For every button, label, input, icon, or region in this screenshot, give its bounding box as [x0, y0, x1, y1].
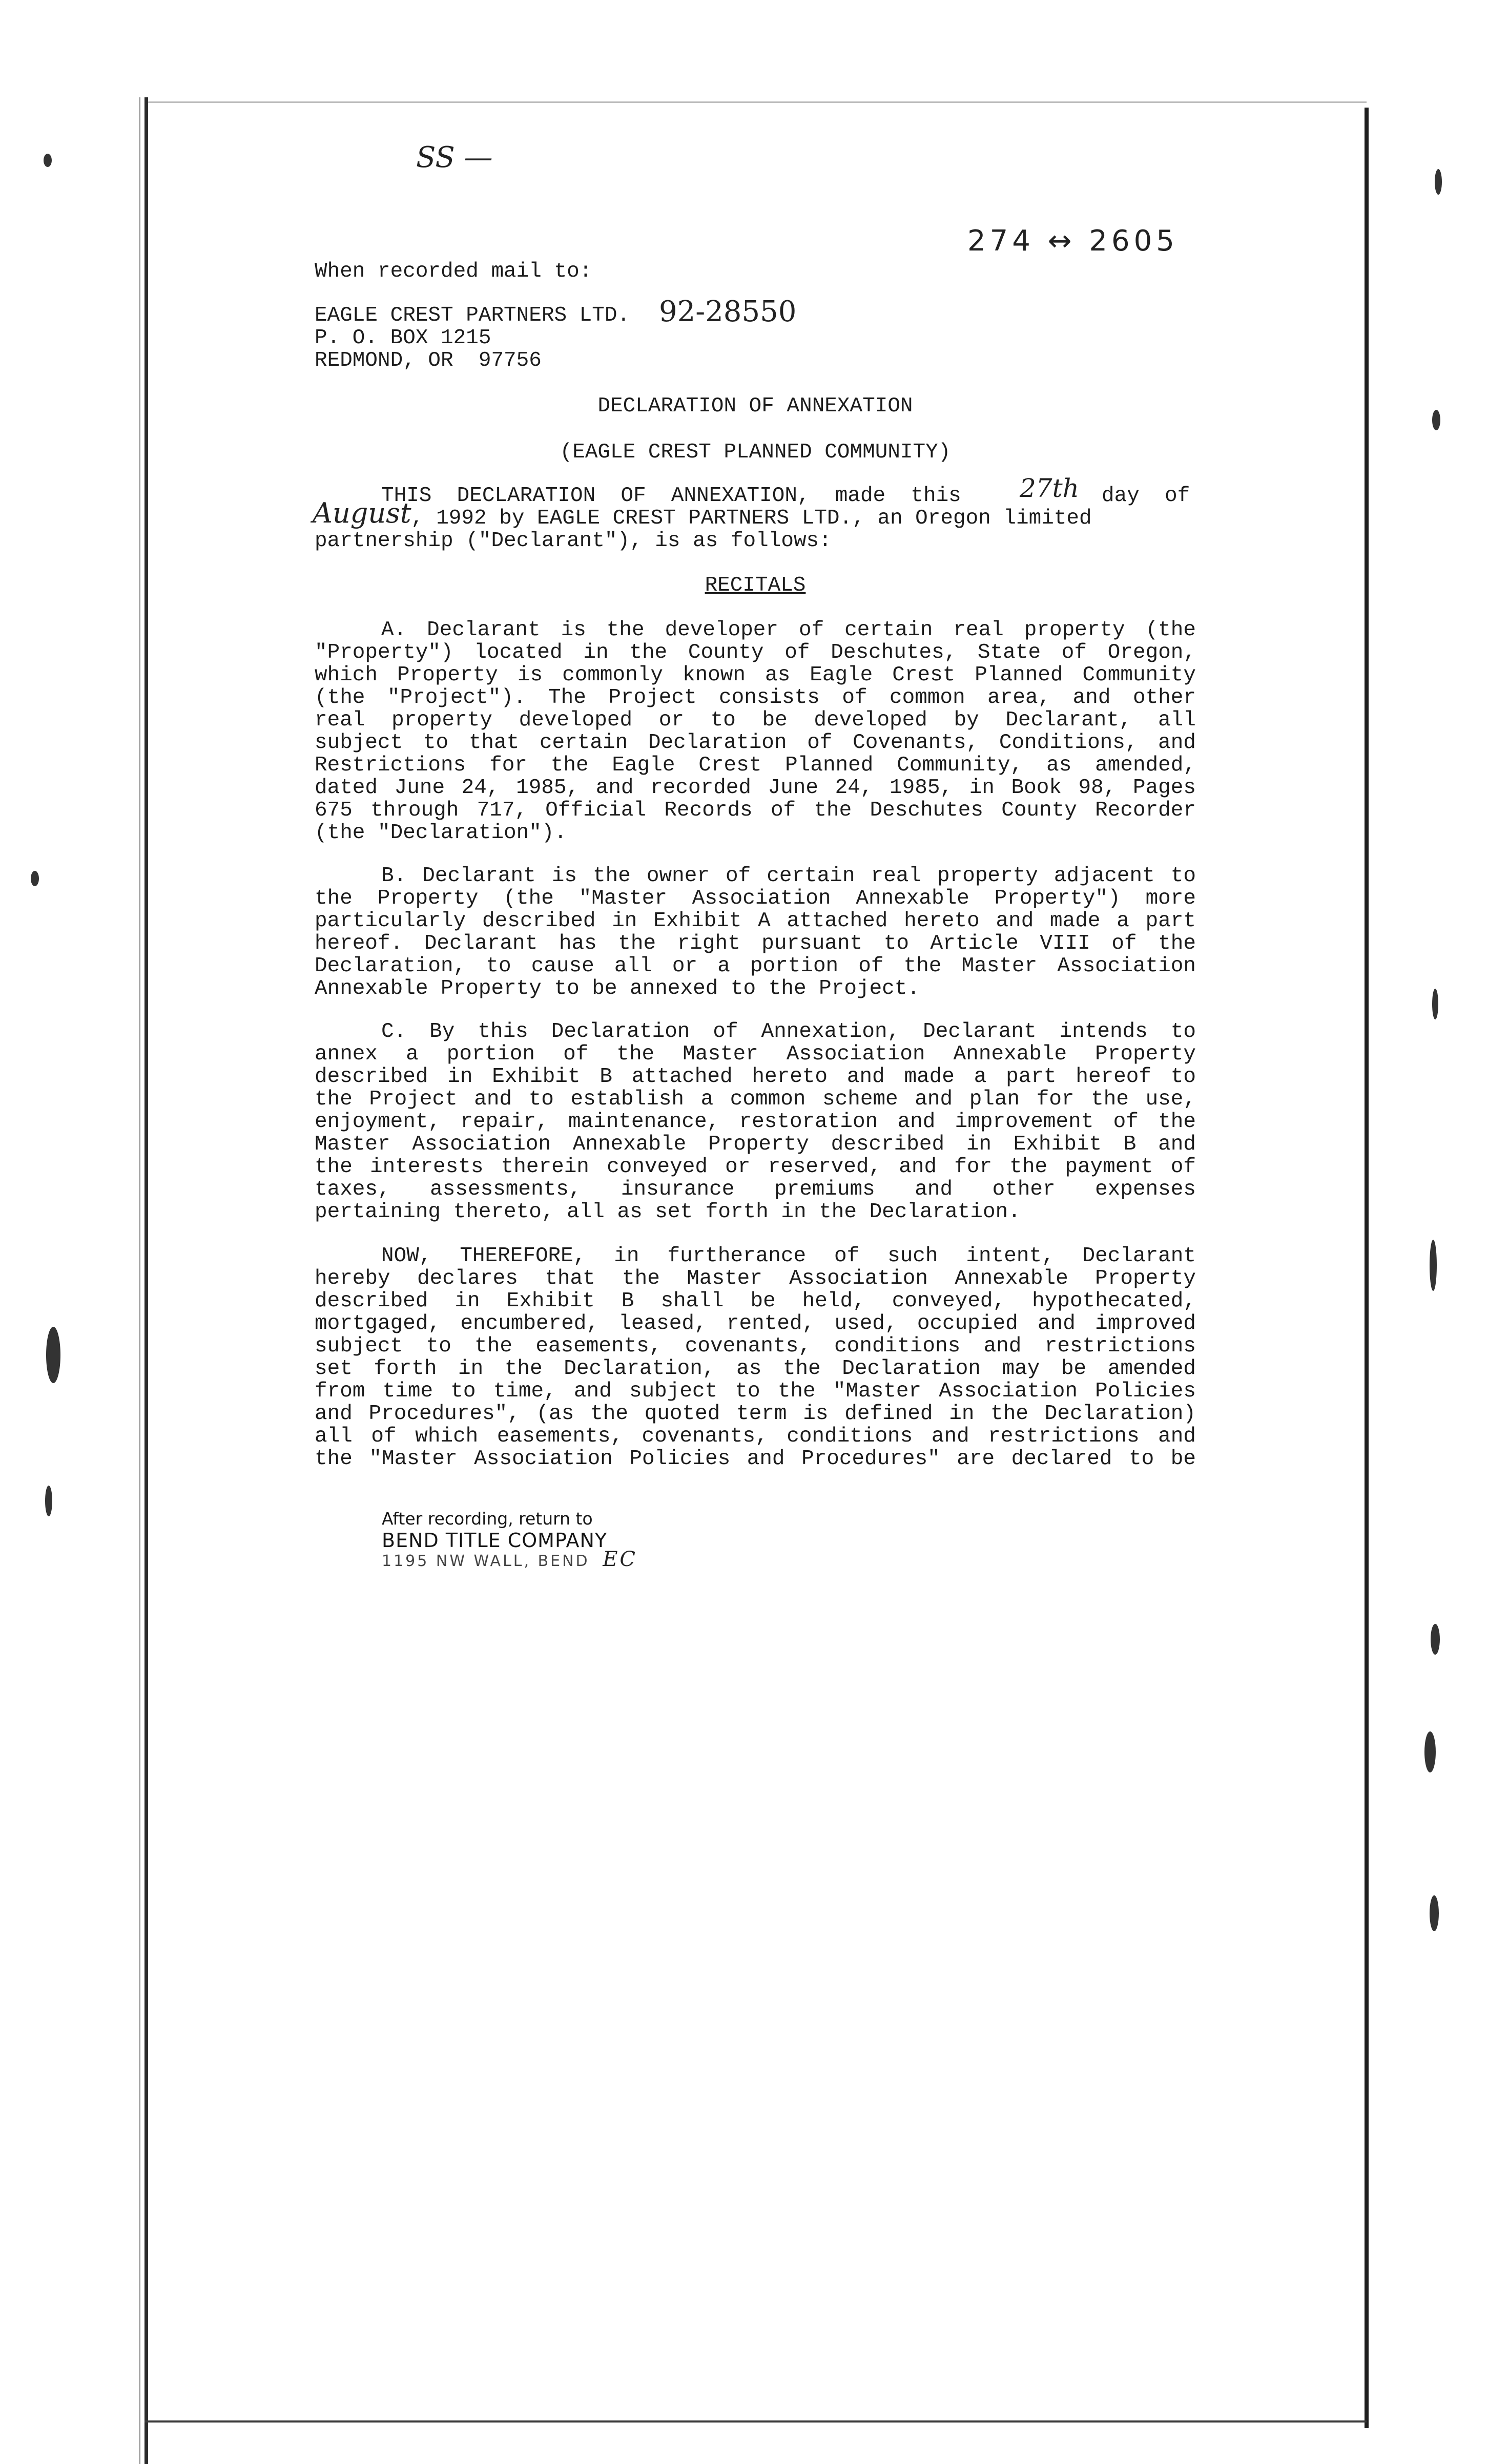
- recital-a-line: dated June 24, 1985, and recorded June 24, 1985, in Book 98, Pages: [315, 776, 1196, 800]
- now-therefore-line: set forth in the Declaration, as the Declaration may be amended: [315, 1357, 1196, 1381]
- intro-line-1a: THIS DECLARATION OF ANNEXATION, made this: [381, 484, 961, 508]
- recital-a-line: which Property is commonly known as Eagle Crest Planned Community: [315, 663, 1196, 687]
- scan-edge-left-faint: [139, 97, 140, 2464]
- now-therefore-line: the "Master Association Policies and Procedures" are declared to be: [315, 1447, 1196, 1471]
- return-city: REDMOND, OR 97756: [315, 349, 542, 372]
- recital-c-line: the interests therein conveyed or reserved, and for the payment of: [315, 1155, 1196, 1179]
- scan-speck: [31, 871, 39, 886]
- return-name: EAGLE CREST PARTNERS LTD.: [315, 304, 630, 327]
- scan-speck: [1424, 1731, 1436, 1772]
- handwritten-month: August: [313, 497, 411, 529]
- recital-c-line: enjoyment, repair, maintenance, restoration and improvement of the: [315, 1110, 1196, 1134]
- scan-edge-bottom: [144, 2420, 1367, 2423]
- recital-b-line: Declaration, to cause all or a portion of the Master Association: [315, 954, 1196, 978]
- recital-a-line: real property developed or to be developed by Declarant, all: [315, 708, 1196, 732]
- intro-line-1b: day of: [1102, 484, 1190, 508]
- recording-mail-label: When recorded mail to:: [315, 260, 592, 283]
- stamp-line-3: [382, 1548, 638, 1571]
- now-therefore-clause: [315, 1245, 1196, 1470]
- now-therefore-line: all of which easements, covenants, conditions and restrictions and: [315, 1425, 1196, 1448]
- scan-speck: [1431, 1624, 1440, 1655]
- recital-b-line: B. Declarant is the owner of certain real property adjacent to: [381, 864, 1196, 888]
- scan-speck: [1430, 1895, 1439, 1931]
- now-therefore-line: mortgaged, encumbered, leased, rented, used, occupied and improved: [315, 1312, 1196, 1335]
- scan-edge-top: [144, 101, 1367, 103]
- scan-edge-right: [1365, 108, 1369, 2428]
- scan-speck: [1435, 169, 1442, 195]
- scan-speck: [46, 1327, 60, 1383]
- recital-a-line: (the "Project"). The Project consists of common area, and other: [315, 686, 1196, 709]
- scan-speck: [45, 1486, 52, 1516]
- now-therefore-line: from time to time, and subject to the "Master Association Policies: [315, 1380, 1196, 1403]
- intro-line-3: partnership ("Declarant"), is as follows:: [315, 529, 832, 553]
- now-therefore-line: hereby declares that the Master Association Annexable Property: [315, 1267, 1196, 1290]
- recital-b: [315, 865, 1196, 1000]
- recital-c-line: taxes, assessments, insurance premiums and other expenses: [315, 1178, 1196, 1201]
- instrument-number: 92-28550: [659, 295, 797, 328]
- recital-b-line: the Property (the "Master Association Annexable Property") more: [315, 887, 1196, 910]
- stamp-line-1: After recording, return to: [382, 1509, 593, 1529]
- handwritten-initials-top: SS —: [416, 141, 493, 174]
- recital-c: [315, 1020, 1196, 1223]
- book-page-number: 274 ↔ 2605: [967, 224, 1179, 258]
- recital-c-line: annex a portion of the Master Association Annexable Property: [315, 1042, 1196, 1066]
- document-subtitle: (EAGLE CREST PLANNED COMMUNITY): [560, 441, 951, 464]
- recital-b-line: Annexable Property to be annexed to the Project.: [315, 977, 920, 1000]
- recital-a-line: 675 through 717, Official Records of the Deschutes County Recorder: [315, 799, 1196, 822]
- stamp-line-3-text: 1195 NW WALL, BEND: [382, 1552, 590, 1570]
- scan-speck: [1430, 1240, 1437, 1291]
- return-pobox: P. O. BOX 1215: [315, 326, 491, 350]
- recital-b-line: hereof. Declarant has the right pursuant to Article VIII of the: [315, 932, 1196, 955]
- now-therefore-line: subject to the easements, covenants, conditions and restrictions: [315, 1334, 1196, 1358]
- intro-line-2: , 1992 by EAGLE CREST PARTNERS LTD., an Oregon limited: [411, 507, 1092, 530]
- recital-a-line: A. Declarant is the developer of certain real property (the: [381, 618, 1196, 642]
- recital-c-line: C. By this Declaration of Annexation, Declarant intends to: [381, 1020, 1196, 1043]
- recital-c-line: the Project and to establish a common scheme and plan for the use,: [315, 1088, 1196, 1111]
- handwritten-stamp-initials: EC: [603, 1548, 638, 1571]
- return-stamp: [382, 1509, 637, 1569]
- recital-c-line: pertaining thereto, all as set forth in the Declaration.: [315, 1200, 1021, 1224]
- recital-b-line: particularly described in Exhibit A attached hereto and made a part: [315, 909, 1196, 933]
- scan-speck: [1432, 989, 1438, 1019]
- recital-c-line: described in Exhibit B attached hereto and made a part hereof to: [315, 1065, 1196, 1089]
- now-therefore-line: NOW, THEREFORE, in furtherance of such intent, Declarant: [381, 1244, 1196, 1268]
- now-therefore-line: and Procedures", (as the quoted term is defined in the Declaration): [315, 1402, 1196, 1426]
- stamp-line-2: BEND TITLE COMPANY: [382, 1529, 608, 1552]
- recital-a: [315, 619, 1196, 844]
- recital-a-line: Restrictions for the Eagle Crest Planned Community, as amended,: [315, 754, 1196, 777]
- scan-speck: [1432, 410, 1440, 430]
- scan-edge-left: [144, 97, 148, 2464]
- recital-a-line: "Property") located in the County of Deschutes, State of Oregon,: [315, 641, 1196, 664]
- now-therefore-line: described in Exhibit B shall be held, conveyed, hypothecated,: [315, 1289, 1196, 1313]
- document-title: DECLARATION OF ANNEXATION: [597, 394, 913, 418]
- recitals-heading: RECITALS: [705, 574, 806, 597]
- recital-a-line: (the "Declaration").: [315, 821, 567, 845]
- recital-a-line: subject to that certain Declaration of Covenants, Conditions, and: [315, 731, 1196, 755]
- handwritten-day: 27th: [1020, 473, 1079, 503]
- recital-c-line: Master Association Annexable Property described in Exhibit B and: [315, 1133, 1196, 1156]
- scan-speck: [44, 154, 52, 167]
